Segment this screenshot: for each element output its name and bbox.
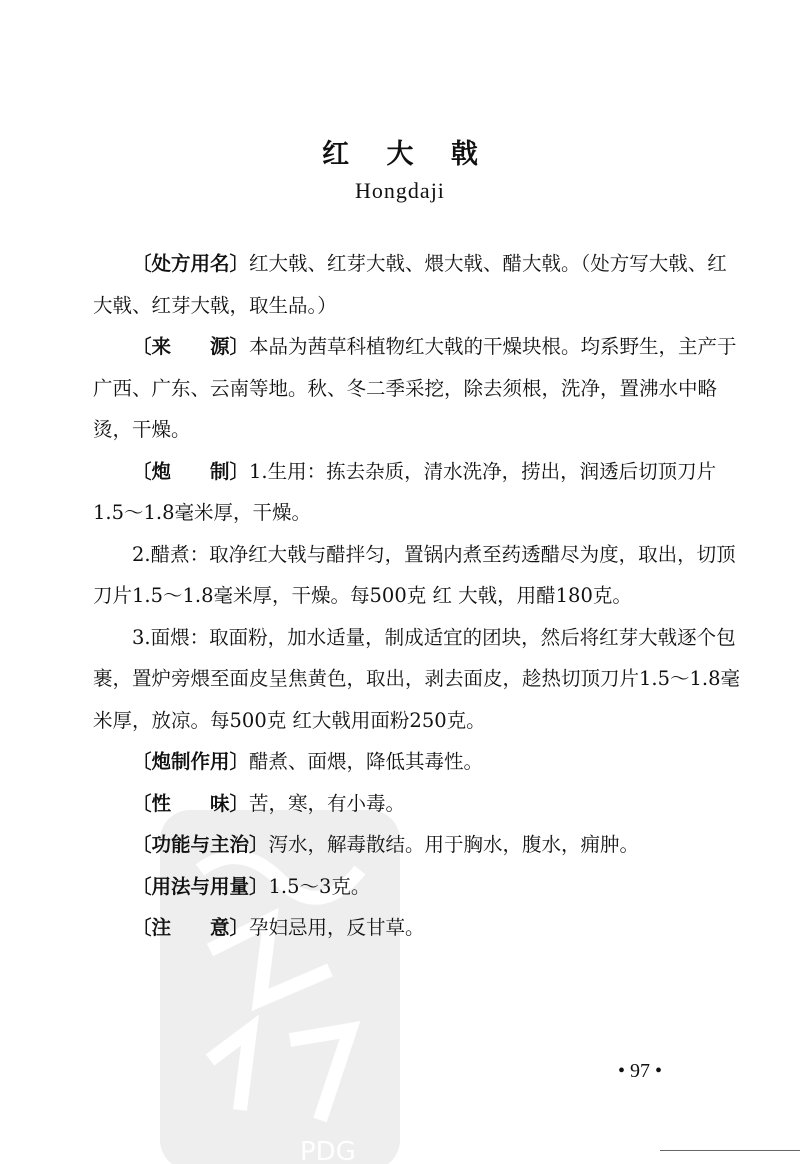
prescription-text: 红大戟、红芽大戟、煨大戟、醋大戟。（处方写大戟、红大戟、红芽大戟，取生品。） [93, 252, 727, 317]
page-subtitle-pinyin: Hongdaji [355, 178, 445, 203]
page-title: 红 大 戟 [322, 139, 492, 170]
function-label: 〔功能与主治〕 [132, 833, 269, 856]
processing-paragraph [93, 451, 743, 534]
effect-label: 〔炮制作用〕 [132, 750, 250, 773]
dosage-label: 〔用法与用量〕 [132, 874, 269, 898]
caution-label: 〔注 意〕 [132, 916, 250, 939]
nature-label: 〔性 味〕 [132, 791, 250, 815]
prescription-paragraph [93, 243, 743, 326]
source-text: 本品为茜草科植物红大戟的干燥块根。均系野生，主产于广西、广东、云南等地。秋、冬二季采挖，除去须根，洗净，置沸水中略烫，干燥。 [93, 335, 737, 441]
source-label: 〔来 源〕 [132, 335, 250, 358]
watermark-text: PDG [300, 1137, 356, 1164]
effect-paragraph [93, 741, 743, 783]
function-paragraph [93, 824, 743, 866]
effect-text: 醋煮、面煨，降低其毒性。 [249, 750, 484, 773]
processing-label: 〔炮 制〕 [132, 459, 250, 483]
footer-divider [660, 1150, 800, 1151]
nature-text: 苦，寒，有小毒。 [249, 791, 406, 815]
dosage-paragraph [93, 866, 743, 908]
prescription-label: 〔处方用名〕 [132, 252, 250, 275]
caution-text: 孕妇忌用，反甘草。 [249, 916, 425, 939]
caution-paragraph [93, 907, 743, 949]
processing-3-paragraph: 3.面煨：取面粉，加水适量，制成适宜的团块，然后将红芽大戟逐个包裹，置炉旁煨至面皮呈焦黄色，取出，剥去面皮，趁热切顶刀片1.5～1.8毫米厚，放凉。每500克 红大戟用面粉250克。 [93, 625, 741, 732]
nature-paragraph [93, 783, 743, 825]
source-paragraph [93, 326, 743, 451]
dosage-text: 1.5～3克。 [268, 874, 371, 898]
function-text: 泻水，解毒散结。用于胸水，腹水，痈肿。 [268, 833, 640, 856]
page-number: • 97 • [618, 1060, 663, 1082]
entry-body [93, 243, 743, 949]
processing-2-paragraph: 2.醋煮：取净红大戟与醋拌匀，置锅内煮至药透醋尽为度，取出，切顶刀片1.5～1.8毫米厚，干燥。每500克 红 大戟，用醋180克。 [93, 542, 736, 607]
processing-text: 1.生用：拣去杂质，清水洗净，捞出，润透后切顶刀片1.5～1.8毫米厚，干燥。 [93, 459, 717, 524]
